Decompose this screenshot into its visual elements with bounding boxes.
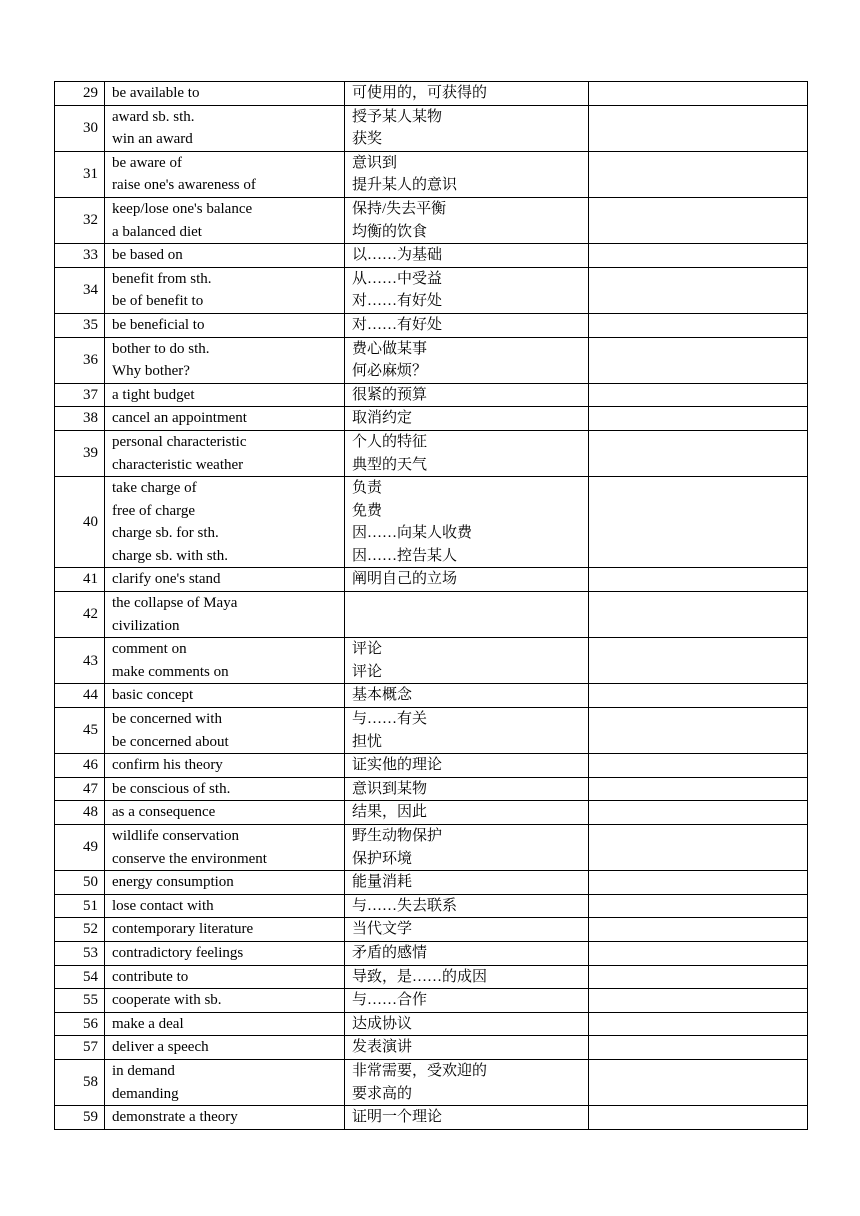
english-phrase-cell [105,244,345,268]
english-phrase-cell [105,1036,345,1060]
english-phrase-cell [105,407,345,431]
english-phrase: make comments on [112,663,229,680]
row-number: 31 [55,151,105,197]
row-number: 36 [55,337,105,383]
row-number: 35 [55,313,105,337]
english-phrase-cell [105,151,345,197]
chinese-meaning-cell [345,825,589,871]
table-row [55,383,808,407]
english-phrase: be available to [112,85,200,101]
english-phrase-cell [105,82,345,106]
notes-cell [589,894,808,918]
table-row [55,638,808,684]
table-row [55,965,808,989]
row-number: 44 [55,684,105,708]
chinese-meaning-cell [345,197,589,243]
table-row [55,151,808,197]
table-row [55,825,808,871]
english-phrase: cancel an appointment [112,410,247,427]
chinese-meaning-cell [345,1106,589,1130]
row-number: 37 [55,383,105,407]
row-number: 54 [55,965,105,989]
english-phrase: be of benefit to [112,293,204,310]
chinese-meaning: 取消约定 [352,410,413,427]
english-phrase: demonstrate a theory [112,1109,238,1126]
row-number: 43 [55,638,105,684]
chinese-meaning: 达成协议 [352,1015,413,1032]
chinese-meaning: 证实他的理论 [352,757,443,774]
chinese-meaning [352,615,588,638]
row-number: 51 [55,894,105,918]
table-row [55,477,808,568]
english-phrase-cell [105,684,345,708]
chinese-meaning: 授予某人某物 [352,108,443,125]
table-row [55,941,808,965]
chinese-meaning-cell [345,1012,589,1036]
table-row [55,894,808,918]
row-number: 38 [55,407,105,431]
row-number: 49 [55,825,105,871]
row-number: 56 [55,1012,105,1036]
chinese-meaning: 基本概念 [352,687,413,704]
chinese-meaning: 很紧的预算 [352,386,428,403]
chinese-meaning: 当代文学 [352,921,413,938]
english-phrase-cell [105,1012,345,1036]
row-number: 52 [55,918,105,942]
english-phrase: be based on [112,247,183,264]
chinese-meaning-cell [345,430,589,476]
english-phrase: deliver a speech [112,1039,209,1056]
english-phrase: charge sb. for sth. [112,525,219,542]
english-phrase: in demand [112,1062,175,1079]
notes-cell [589,965,808,989]
table-row [55,267,808,313]
notes-cell [589,754,808,778]
row-number: 45 [55,708,105,754]
english-phrase: contradictory feelings [112,944,244,961]
chinese-meaning-cell [345,592,589,638]
chinese-meaning: 导致，是……的成因 [352,968,488,985]
notes-cell [589,708,808,754]
english-phrase: take charge of [112,480,197,497]
chinese-meaning: 典型的天气 [352,456,428,473]
table-row [55,777,808,801]
english-phrase-cell [105,1106,345,1130]
table-row [55,754,808,778]
chinese-meaning: 结果，因此 [352,804,428,821]
chinese-meaning: 费心做某事 [352,340,428,357]
english-phrase-cell [105,197,345,243]
english-phrase: keep/lose one's balance [112,200,253,217]
chinese-meaning-cell [345,313,589,337]
english-phrase: make a deal [112,1015,184,1032]
english-phrase: be conscious of sth. [112,780,231,797]
notes-cell [589,989,808,1013]
english-phrase: contribute to [112,968,189,985]
chinese-meaning-cell [345,638,589,684]
english-phrase: award sb. sth. [112,108,195,125]
notes-cell [589,197,808,243]
row-number: 55 [55,989,105,1013]
chinese-meaning: 个人的特征 [352,433,428,450]
chinese-meaning: 意识到 [352,154,398,171]
english-phrase: as a consequence [112,804,216,821]
chinese-meaning: 阐明自己的立场 [352,571,458,588]
english-phrase-cell [105,941,345,965]
english-phrase: wildlife conservation [112,828,240,844]
chinese-meaning-cell [345,267,589,313]
chinese-meaning: 评论 [352,641,383,658]
english-phrase: be concerned with [112,711,222,728]
english-phrase-cell [105,592,345,638]
chinese-meaning: 担忧 [352,733,383,750]
english-phrase: basic concept [112,687,194,704]
english-phrase: clarify one's stand [112,571,221,588]
table-row [55,313,808,337]
english-phrase: conserve the environment [112,850,267,867]
chinese-meaning-cell [345,684,589,708]
table-row [55,1106,808,1130]
notes-cell [589,1106,808,1130]
row-number: 53 [55,941,105,965]
table-row [55,197,808,243]
chinese-meaning: 意识到某物 [352,780,428,797]
english-phrase: charge sb. with sth. [112,547,228,564]
english-phrase-cell [105,105,345,151]
table-row [55,989,808,1013]
english-phrase: characteristic weather [112,456,244,473]
english-phrase: be aware of [112,154,182,171]
english-phrase: demanding [112,1085,179,1102]
english-phrase-cell [105,638,345,684]
table-row [55,1012,808,1036]
english-phrase-cell [105,568,345,592]
table-row [55,105,808,151]
chinese-meaning: 提升某人的意识 [352,177,458,194]
row-number: 46 [55,754,105,778]
english-phrase: raise one's awareness of [112,177,256,194]
notes-cell [589,871,808,895]
chinese-meaning-cell [345,894,589,918]
english-phrase-cell [105,989,345,1013]
chinese-meaning: 证明一个理论 [352,1109,443,1126]
english-phrase-cell [105,1059,345,1105]
english-phrase: personal characteristic [112,433,247,450]
row-number: 29 [55,82,105,106]
row-number: 32 [55,197,105,243]
chinese-meaning: 均衡的饮食 [352,223,428,240]
chinese-meaning-cell [345,568,589,592]
table-row [55,1059,808,1105]
row-number: 30 [55,105,105,151]
english-phrase: bother to do sth. [112,340,210,357]
english-phrase-cell [105,383,345,407]
chinese-meaning: 何必麻烦？ [352,363,428,380]
table-row [55,801,808,825]
english-phrase: cooperate with sb. [112,992,222,1009]
english-phrase-cell [105,708,345,754]
english-phrase: win an award [112,131,193,148]
chinese-meaning: 对……有好处 [352,293,443,310]
chinese-meaning: 能量消耗 [352,874,413,891]
chinese-meaning: 要求高的 [352,1085,413,1102]
english-phrase-cell [105,894,345,918]
english-phrase-cell [105,337,345,383]
table-row [55,684,808,708]
row-number: 42 [55,592,105,638]
notes-cell [589,1036,808,1060]
notes-cell [589,684,808,708]
chinese-meaning [352,592,588,615]
english-phrase: energy consumption [112,874,234,891]
chinese-meaning: 矛盾的感情 [352,944,428,961]
chinese-meaning-cell [345,708,589,754]
chinese-meaning: 免费 [352,502,383,519]
table-row [55,82,808,106]
row-number: 48 [55,801,105,825]
chinese-meaning: 与……有关 [352,711,428,728]
chinese-meaning-cell [345,754,589,778]
chinese-meaning: 保持/失去平衡 [352,200,447,217]
table-row [55,918,808,942]
table-row [55,568,808,592]
chinese-meaning-cell [345,941,589,965]
table-row [55,337,808,383]
notes-cell [589,430,808,476]
row-number: 40 [55,477,105,568]
chinese-meaning-cell [345,337,589,383]
table-row [55,871,808,895]
chinese-meaning-cell [345,244,589,268]
table-row [55,1036,808,1060]
row-number: 50 [55,871,105,895]
notes-cell [589,941,808,965]
english-phrase: be beneficial to [112,316,205,333]
chinese-meaning-cell [345,989,589,1013]
notes-cell [589,568,808,592]
chinese-meaning: 评论 [352,663,383,680]
row-number: 34 [55,267,105,313]
chinese-meaning: 与……合作 [352,992,428,1009]
chinese-meaning-cell [345,477,589,568]
english-phrase: civilization [112,617,180,634]
row-number: 57 [55,1036,105,1060]
row-number: 39 [55,430,105,476]
notes-cell [589,407,808,431]
english-phrase: comment on [112,641,187,658]
chinese-meaning: 野生动物保护 [352,828,443,844]
notes-cell [589,477,808,568]
notes-cell [589,151,808,197]
vocabulary-table-body [55,82,808,1130]
row-number: 33 [55,244,105,268]
chinese-meaning: 可使用的，可获得的 [352,85,488,101]
chinese-meaning-cell [345,383,589,407]
english-phrase: Why bother? [112,363,190,380]
english-phrase: benefit from sth. [112,270,212,287]
chinese-meaning-cell [345,871,589,895]
english-phrase-cell [105,825,345,871]
notes-cell [589,244,808,268]
table-row [55,430,808,476]
chinese-meaning: 与……失去联系 [352,897,458,914]
chinese-meaning: 以……为基础 [352,247,443,264]
notes-cell [589,638,808,684]
english-phrase: a balanced diet [112,223,202,240]
notes-cell [589,825,808,871]
chinese-meaning-cell [345,918,589,942]
row-number: 59 [55,1106,105,1130]
english-phrase-cell [105,801,345,825]
english-phrase-cell [105,313,345,337]
chinese-meaning: 因……控告某人 [352,547,458,564]
english-phrase: the collapse of Maya [112,595,238,612]
chinese-meaning: 对……有好处 [352,316,443,333]
chinese-meaning-cell [345,801,589,825]
row-number: 47 [55,777,105,801]
notes-cell [589,801,808,825]
chinese-meaning-cell [345,777,589,801]
notes-cell [589,1012,808,1036]
english-phrase: be concerned about [112,733,229,750]
english-phrase-cell [105,430,345,476]
chinese-meaning: 非常需要，受欢迎的 [352,1062,488,1079]
notes-cell [589,777,808,801]
chinese-meaning-cell [345,965,589,989]
notes-cell [589,918,808,942]
chinese-meaning-cell [345,1036,589,1060]
notes-cell [589,1059,808,1105]
notes-cell [589,592,808,638]
chinese-meaning: 保护环境 [352,850,413,867]
english-phrase-cell [105,918,345,942]
chinese-meaning-cell [345,82,589,106]
english-phrase: confirm his theory [112,757,223,774]
notes-cell [589,105,808,151]
english-phrase-cell [105,267,345,313]
table-row [55,592,808,638]
notes-cell [589,383,808,407]
chinese-meaning-cell [345,1059,589,1105]
chinese-meaning: 发表演讲 [352,1039,413,1056]
chinese-meaning: 从……中受益 [352,270,443,287]
chinese-meaning: 负责 [352,480,383,497]
chinese-meaning-cell [345,407,589,431]
table-row [55,708,808,754]
table-row [55,244,808,268]
row-number: 58 [55,1059,105,1105]
english-phrase-cell [105,965,345,989]
chinese-meaning: 获奖 [352,131,383,148]
english-phrase-cell [105,777,345,801]
notes-cell [589,267,808,313]
row-number: 41 [55,568,105,592]
english-phrase: a tight budget [112,386,195,403]
vocabulary-table [54,81,808,1130]
notes-cell [589,82,808,106]
english-phrase-cell [105,871,345,895]
notes-cell [589,337,808,383]
english-phrase-cell [105,754,345,778]
english-phrase: lose contact with [112,897,214,914]
chinese-meaning-cell [345,151,589,197]
table-row [55,407,808,431]
notes-cell [589,313,808,337]
chinese-meaning: 因……向某人收费 [352,525,473,542]
chinese-meaning-cell [345,105,589,151]
english-phrase-cell [105,477,345,568]
english-phrase: free of charge [112,502,195,519]
english-phrase: contemporary literature [112,921,254,938]
